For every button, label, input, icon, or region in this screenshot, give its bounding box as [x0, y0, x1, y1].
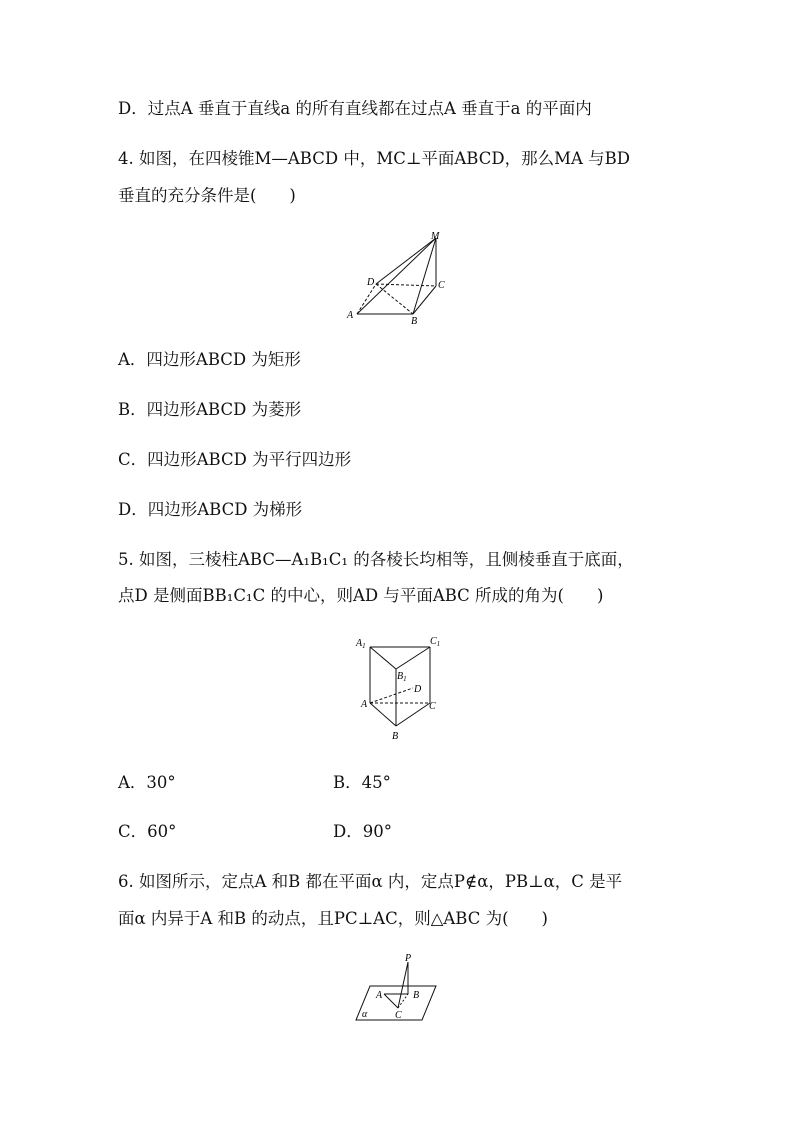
- q5-stem-line1: 5. 如图，三棱柱ABC—A₁B₁C₁ 的各棱长均相等，且侧棱垂直于底面，: [118, 550, 634, 569]
- q3-option-d: D．过点A 垂直于直线a 的所有直线都在过点A 垂直于a 的平面内: [118, 99, 592, 118]
- label-b: B: [413, 990, 420, 1001]
- label-d: D: [367, 277, 375, 288]
- q5-option-b: B．45°: [333, 773, 391, 792]
- label-m: M: [431, 231, 440, 242]
- q4-option-b: B．四边形ABCD 为菱形: [118, 400, 302, 419]
- label-b: B: [411, 316, 418, 326]
- q5-option-a: A．30°: [118, 773, 176, 792]
- pyramid-figure: [340, 228, 460, 326]
- label-p: P: [405, 953, 412, 964]
- label-alpha: α: [362, 1009, 368, 1020]
- q5-option-d: D．90°: [333, 822, 392, 841]
- label-b: B: [392, 731, 399, 742]
- label-a1: $A_1$: [356, 638, 366, 650]
- label-d: D: [414, 684, 422, 695]
- q4-option-a: A．四边形ABCD 为矩形: [118, 350, 301, 369]
- label-c: C: [395, 1010, 402, 1021]
- label-a: A: [361, 699, 368, 710]
- label-a: A: [347, 310, 354, 321]
- q6-stem-line1: 6. 如图所示，定点A 和B 都在平面α 内，定点P∉α，PB⊥α，C 是平: [118, 872, 623, 891]
- q4-option-d: D．四边形ABCD 为梯形: [118, 500, 303, 519]
- q6-stem-line2: 面α 内异于A 和B 的动点，且PC⊥AC，则△ABC 为( ): [118, 909, 548, 928]
- plane-figure: [350, 952, 440, 1026]
- prism-figure: [350, 633, 450, 743]
- q4-option-c: C．四边形ABCD 为平行四边形: [118, 450, 352, 469]
- q4-stem-line1: 4. 如图，在四棱锥M—ABCD 中，MC⊥平面ABCD，那么MA 与BD: [118, 149, 630, 168]
- q4-stem-line2: 垂直的充分条件是( ): [118, 186, 296, 205]
- label-a: A: [376, 990, 383, 1001]
- label-c: C: [429, 701, 436, 712]
- q5-stem-line2: 点D 是侧面BB₁C₁C 的中心，则AD 与平面ABC 所成的角为( ): [118, 586, 604, 605]
- label-c1: $C_1$: [430, 636, 441, 648]
- label-b1: $B_1$: [397, 671, 407, 683]
- label-c: C: [438, 280, 445, 291]
- q5-option-c: C．60°: [118, 822, 177, 841]
